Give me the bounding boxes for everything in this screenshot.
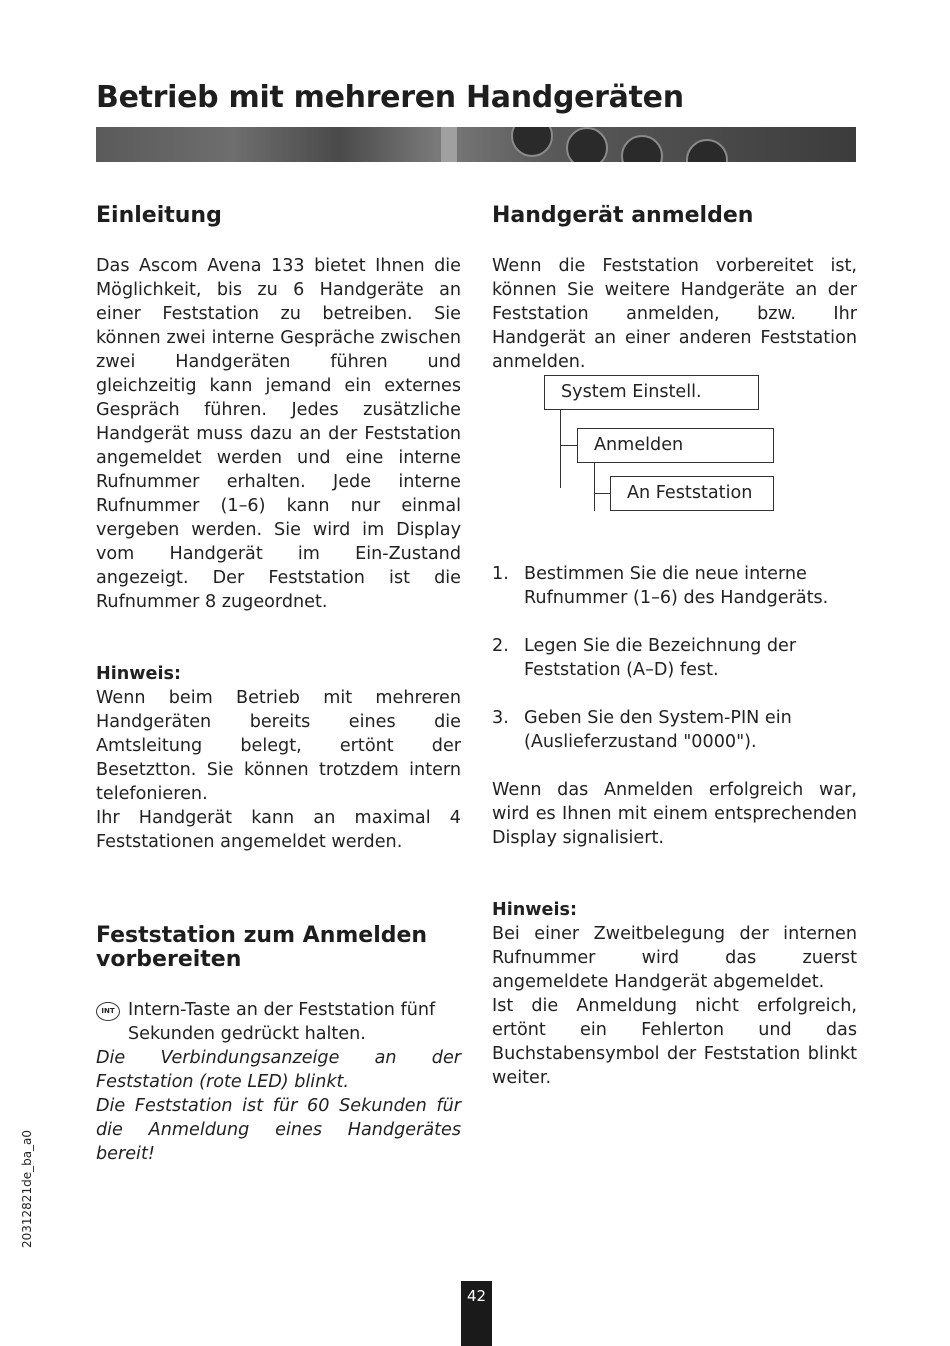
menu-label: System Einstell.	[561, 382, 702, 402]
keypad-key	[621, 135, 663, 162]
step-number: 3.	[492, 708, 509, 728]
prep-italic-note: Die Feststation ist für 60 Sekunden für die Anmeldung eines Handgerätes bereit!	[96, 1096, 461, 1164]
menu-label: Anmelden	[594, 435, 684, 455]
keypad-key	[566, 127, 608, 162]
menu-connector	[594, 493, 610, 494]
step-text: Bestimmen Sie die neue interne Rufnummer (1–6) des Handgeräts.	[524, 564, 829, 608]
note-title: Hinweis:	[96, 664, 182, 684]
step-item	[492, 634, 857, 682]
document-code: 20312821de_ba_a0	[20, 1129, 34, 1248]
step-number: 1.	[492, 564, 509, 584]
note-paragraph: Bei einer Zweitbelegung der internen Rufnummer wird das zuerst angemeldete Handgerät abgemeldet.	[492, 924, 857, 992]
phone-keypad-banner-image	[96, 127, 856, 162]
note-title: Hinweis:	[492, 900, 578, 920]
note-block	[96, 662, 461, 854]
intro-paragraph: Das Ascom Avena 133 bietet Ihnen die Möglichkeit, bis zu 6 Handgeräte an einer Feststation zu betreiben. Sie können zwei interne Gespräche zwischen zwei Handgeräten führen und gleichzeitig kann jemand ein externes Gespräch führen. Jedes zusätzliche Handgerät muss dazu an der Feststation angemeldet werden und eine interne Rufnummer erhalten. Jede interne Rufnummer (1–6) kann nur einmal vergeben werden. Sie wird im Display vom Handgerät im Ein-Zustand angezeigt. Der Feststation ist die Rufnummer 8 zugeordnet.	[96, 256, 461, 612]
step-text: Legen Sie die Bezeichnung der Feststation (A–D) fest.	[524, 636, 797, 680]
right-column	[492, 203, 857, 374]
menu-connector	[560, 445, 577, 446]
note-paragraph: Ihr Handgerät kann an maximal 4 Feststationen angemeldet werden.	[96, 808, 461, 852]
steps-list	[492, 562, 857, 754]
step-text: Geben Sie den System-PIN ein (Auslieferzustand "0000").	[524, 708, 792, 752]
prep-heading: Feststation zum Anmelden vorbereiten	[96, 923, 428, 972]
menu-label: An Feststation	[627, 483, 753, 503]
page-title: Betrieb mit mehreren Handgeräten	[96, 80, 684, 115]
step-number: 2.	[492, 636, 509, 656]
prep-step	[96, 998, 461, 1046]
menu-box-system-settings	[544, 375, 759, 410]
page-number: 42	[461, 1281, 492, 1346]
menu-connector	[594, 463, 595, 511]
keypad-key	[686, 139, 728, 162]
menu-box-an-feststation	[610, 476, 774, 511]
left-column	[96, 203, 461, 1166]
note-paragraph: Ist die Anmeldung nicht erfolgreich, ertönt ein Fehlerton und das Buchstabensymbol der Feststation blinkt weiter.	[492, 996, 857, 1088]
note-block	[492, 898, 857, 1090]
prep-italic-note: Die Verbindungsanzeige an der Feststation (rote LED) blinkt.	[96, 1048, 461, 1092]
prep-step-text: Intern-Taste an der Feststation fünf Sekunden gedrückt halten.	[128, 1000, 436, 1044]
register-intro: Wenn die Feststation vorbereitet ist, können Sie weitere Handgeräte an der Feststation anmelden, bzw. Ihr Handgerät an einer anderen Feststation anmelden.	[492, 256, 857, 372]
step-item	[492, 562, 857, 610]
banner-stripe	[441, 127, 457, 162]
note-paragraph: Wenn beim Betrieb mit mehreren Handgeräten bereits eines die Amtsleitung belegt, ertönt der Besetztton. Sie können trotzdem intern telefonieren.	[96, 688, 461, 804]
int-key-icon: INT	[96, 1002, 120, 1021]
step-item	[492, 706, 857, 754]
register-heading: Handgerät anmelden	[492, 203, 754, 228]
success-paragraph: Wenn das Anmelden erfolgreich war, wird es Ihnen mit einem entsprechenden Display signalisiert.	[492, 780, 857, 848]
intro-heading: Einleitung	[96, 203, 222, 228]
right-column-lower	[492, 562, 857, 1090]
menu-box-anmelden	[577, 428, 774, 463]
keypad-key	[511, 127, 553, 157]
menu-connector	[560, 410, 561, 488]
